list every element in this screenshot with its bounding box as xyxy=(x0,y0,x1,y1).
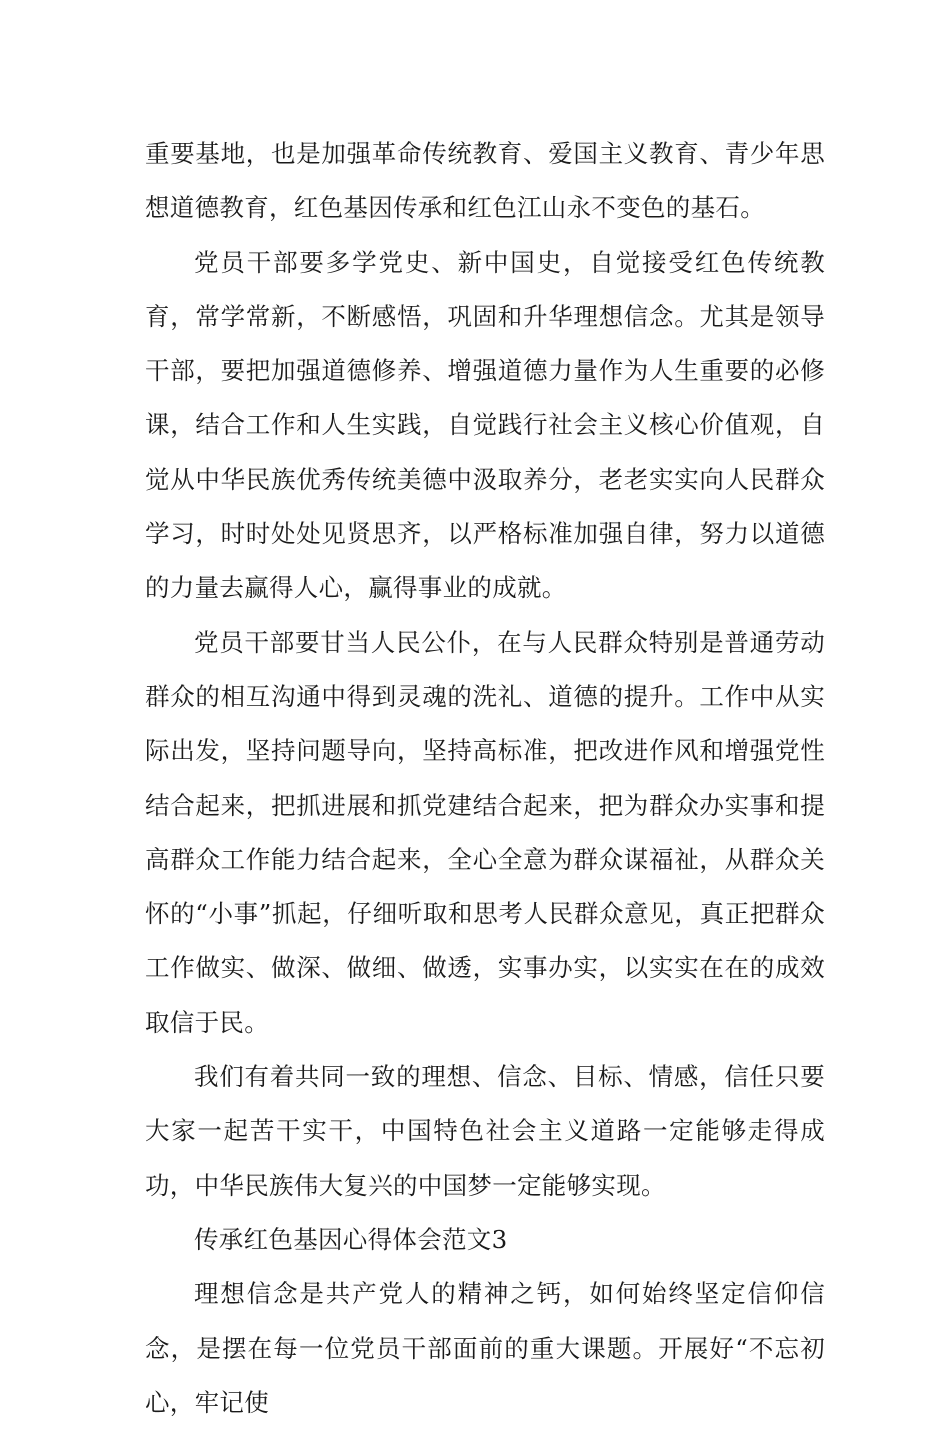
paragraph-continuation: 重要基地，也是加强革命传统教育、爱国主义教育、青少年思想道德教育，红色基因传承和红色江山永不变色的基石。 xyxy=(145,139,825,223)
section-heading: 传承红色基因心得体会范文3 xyxy=(194,1224,508,1254)
paragraph-shared-ideals: 我们有着共同一致的理想、信念、目标、情感，信任只要大家一起苦干实干，中国特色社会主义道路一定能够走得成功，中华民族伟大复兴的中国梦一定能够实现。 xyxy=(145,1062,825,1200)
document-body xyxy=(145,127,825,1430)
paragraph-ideals-and-beliefs: 理想信念是共产党人的精神之钙，如何始终坚定信仰信念，是摆在每一位党员干部面前的重大课题。开展好“不忘初心，牢记使 xyxy=(145,1279,825,1417)
paragraph-study-party-history: 党员干部要多学党史、新中国史，自觉接受红色传统教育，常学常新，不断感悟，巩固和升华理想信念。尤其是领导干部，要把加强道德修养、增强道德力量作为人生重要的必修课，结合工作和人生实践，自觉践行社会主义核心价值观，自觉从中华民族优秀传统美德中汲取养分，老老实实向人民群众学习，时时处处见贤思齐，以严格标准加强自律，努力以道德的力量去赢得人心，赢得事业的成就。 xyxy=(145,247,825,603)
paragraph-serve-the-people: 党员干部要甘当人民公仆，在与人民群众特别是普通劳动群众的相互沟通中得到灵魂的洗礼、道德的提升。工作中从实际出发，坚持问题导向，坚持高标准，把改进作风和增强党性结合起来，把抓进展和抓党建结合起来，把为群众办实事和提高群众工作能力结合起来，全心全意为群众谋福祉，从群众关怀的“小事”抓起，仔细听取和思考人民群众意见，真正把群众工作做实、做深、做细、做透，实事办实，以实实在在的成效取信于民。 xyxy=(145,627,825,1037)
